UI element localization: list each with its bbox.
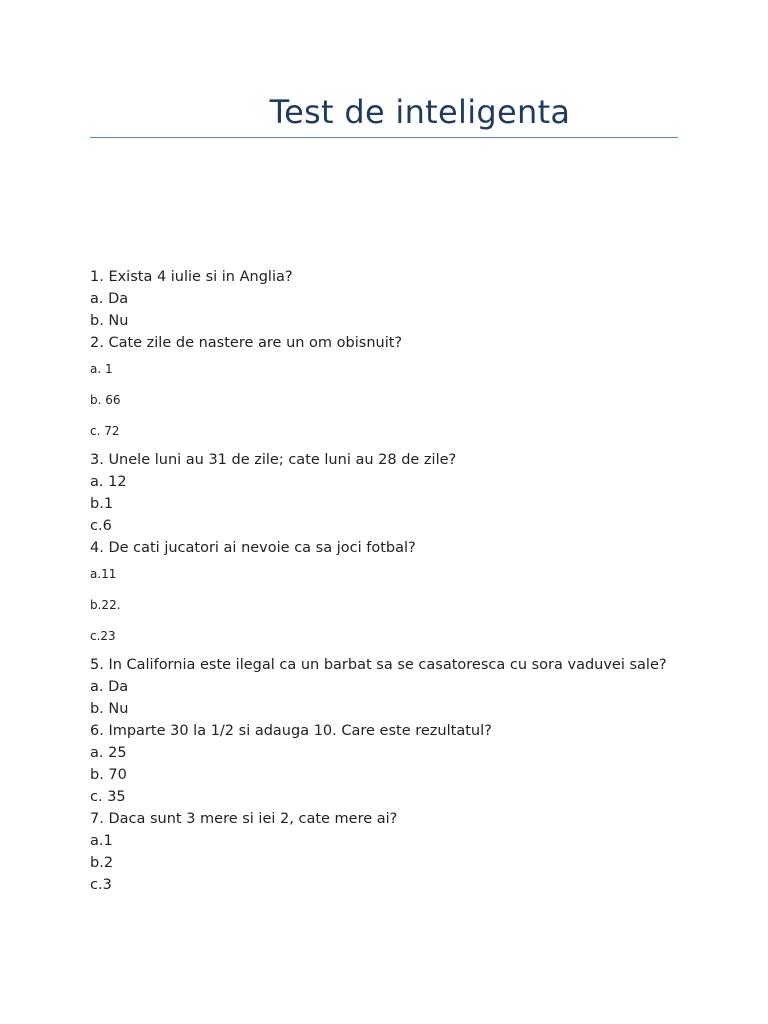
- answer-option: a. 25: [90, 745, 127, 761]
- answer-option: a. 1: [90, 362, 113, 376]
- answer-option: b.1: [90, 496, 114, 512]
- question-text: 4. De cati jucatori ai nevoie ca sa joci fotbal?: [90, 540, 416, 556]
- answer-option: c.23: [90, 629, 116, 643]
- question-text: 5. In California este ilegal ca un barbat sa se casatoresca cu sora vaduvei sale?: [90, 657, 667, 673]
- answer-option: a. Da: [90, 679, 129, 695]
- question-text: 3. Unele luni au 31 de zile; cate luni au 28 de zile?: [90, 452, 457, 468]
- answer-option: c.6: [90, 518, 112, 534]
- answer-option: b. 66: [90, 393, 121, 407]
- question-text: 7. Daca sunt 3 mere si iei 2, cate mere ai?: [90, 811, 398, 827]
- answer-option: c. 35: [90, 789, 126, 805]
- question-text: 6. Imparte 30 la 1/2 si adauga 10. Care este rezultatul?: [90, 723, 492, 739]
- title-divider: [90, 137, 678, 138]
- question-list: [90, 266, 690, 896]
- answer-option: b. Nu: [90, 701, 129, 717]
- answer-option: a. 12: [90, 474, 127, 490]
- answer-option: a.11: [90, 567, 117, 581]
- answer-option: b. 70: [90, 767, 127, 783]
- question-text: 2. Cate zile de nastere are un om obisnuit?: [90, 335, 403, 351]
- answer-option: b. Nu: [90, 313, 129, 329]
- answer-option: c. 72: [90, 424, 120, 438]
- answer-option: a. Da: [90, 291, 129, 307]
- answer-option: a.1: [90, 833, 113, 849]
- page-title: Test de inteligenta: [269, 93, 571, 131]
- question-text: 1. Exista 4 iulie si in Anglia?: [90, 269, 293, 285]
- answer-option: b.2: [90, 855, 114, 871]
- answer-option: c.3: [90, 877, 112, 893]
- answer-option: b.22.: [90, 598, 121, 612]
